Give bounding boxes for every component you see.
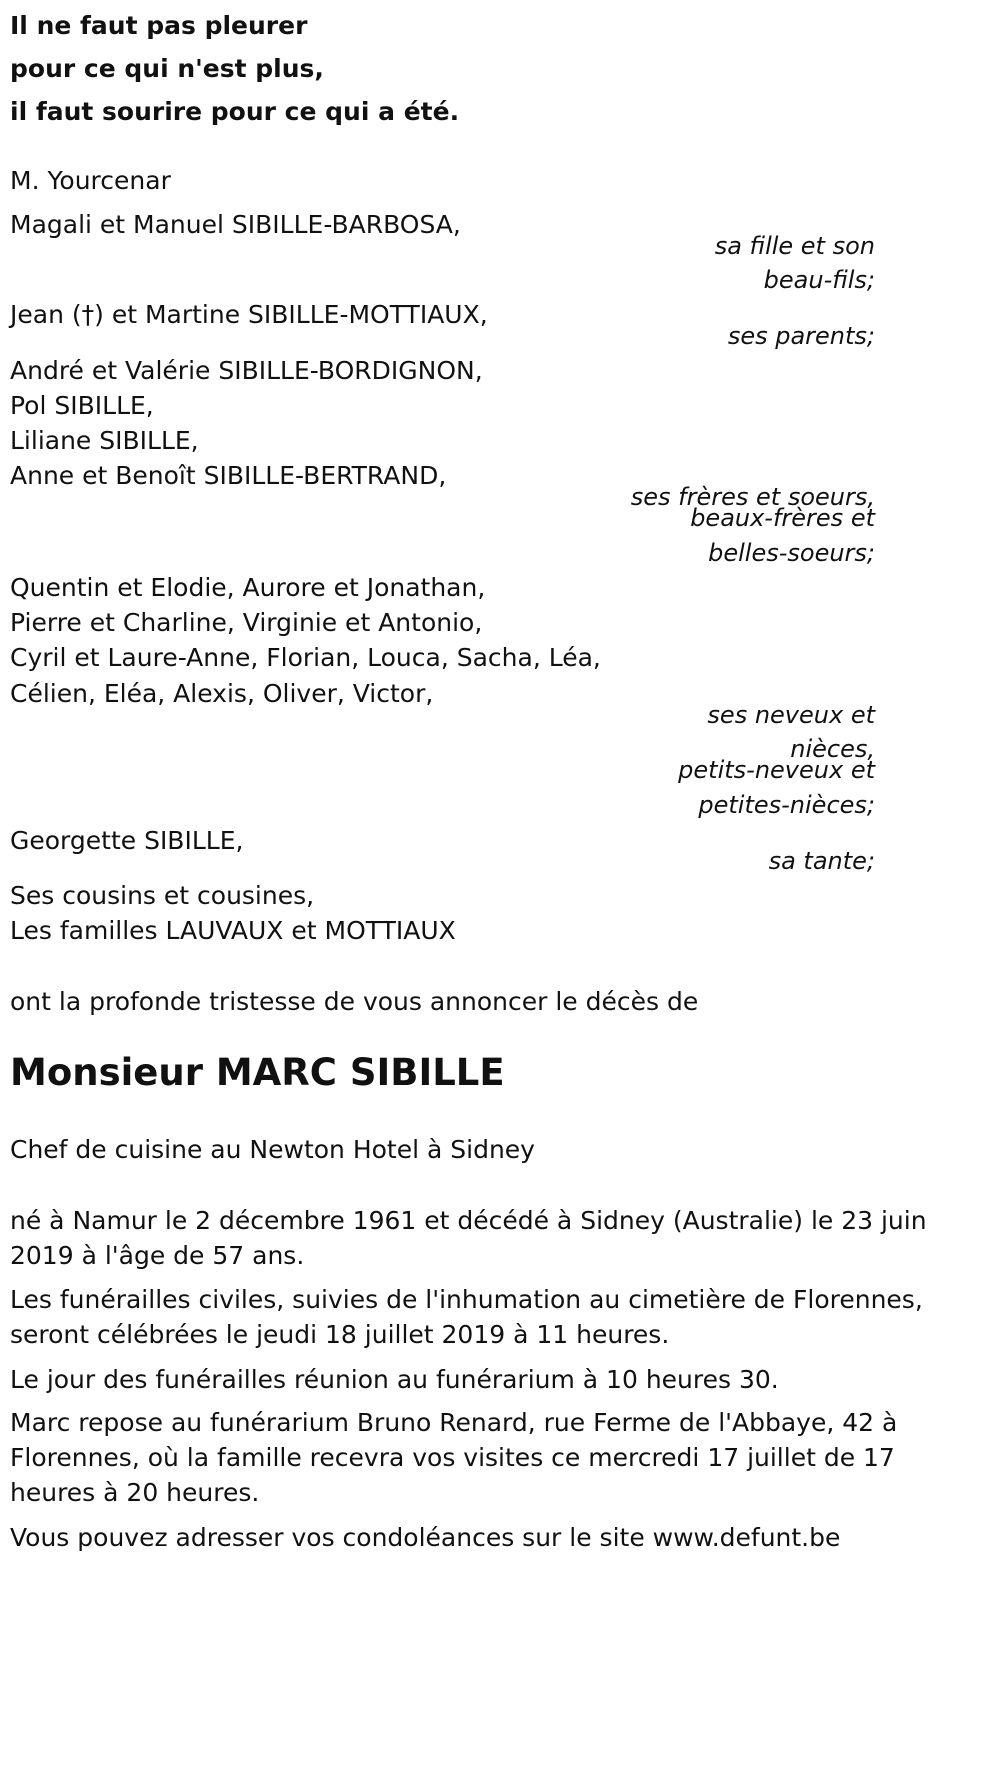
deceased-name: Monsieur MARC SIBILLE (10, 1051, 505, 1094)
family-daughter-name: Magali et Manuel SIBILLE-BARBOSA, (10, 210, 461, 239)
family-nephews-relation: nièces, (790, 735, 875, 763)
family-nephews-relation: petites-nièces; (698, 791, 875, 819)
resting-line: Marc repose au funérarium Bruno Renard, rue Ferme de l'Abbaye, 42 à (10, 1408, 898, 1437)
family-nephews-relation: petits-neveux et (678, 756, 875, 784)
family-cousins-line: Ses cousins et cousines, (10, 881, 315, 910)
family-siblings-relation: ses frères et soeurs, (630, 483, 875, 511)
meeting-line: Le jour des funérailles réunion au funérarium à 10 heures 30. (10, 1365, 779, 1394)
quote-line: Il ne faut pas pleurer (10, 11, 308, 40)
quote-line: il faut sourire pour ce qui a été. (10, 97, 460, 126)
family-nephew-names: Quentin et Elodie, Aurore et Jonathan, (10, 573, 486, 602)
resting-line: heures à 20 heures. (10, 1478, 260, 1507)
funeral-line: seront célébrées le jeudi 18 juillet 2019 à 11 heures. (10, 1320, 670, 1349)
family-aunt-name: Georgette SIBILLE, (10, 826, 244, 855)
family-nephews-relation: ses neveux et (707, 701, 875, 729)
family-aunt-relation: sa tante; (768, 847, 875, 875)
family-daughter-relation: beau-fils; (763, 266, 875, 294)
family-nephew-names: Pierre et Charline, Virginie et Antonio, (10, 608, 483, 637)
quote-author: M. Yourcenar (10, 166, 171, 195)
birth-death-line: 2019 à l'âge de 57 ans. (10, 1241, 305, 1270)
family-cousins-line: Les familles LAUVAUX et MOTTIAUX (10, 916, 456, 945)
family-parents-name: Jean (†) et Martine SIBILLE-MOTTIAUX, (10, 300, 488, 329)
family-daughter-relation: sa fille et son (714, 232, 875, 260)
family-sibling-name: Pol SIBILLE, (10, 391, 154, 420)
condolences-line: Vous pouvez adresser vos condoléances sur le site www.defunt.be (10, 1523, 841, 1552)
family-siblings-relation: beaux-frères et (690, 504, 875, 532)
family-sibling-name: André et Valérie SIBILLE-BORDIGNON, (10, 356, 483, 385)
birth-death-line: né à Namur le 2 décembre 1961 et décédé à Sidney (Australie) le 23 juin (10, 1206, 927, 1235)
announcement-text: ont la profonde tristesse de vous annoncer le décès de (10, 987, 699, 1016)
funeral-line: Les funérailles civiles, suivies de l'inhumation au cimetière de Florennes, (10, 1285, 923, 1314)
family-parents-relation: ses parents; (727, 322, 875, 350)
family-sibling-name: Liliane SIBILLE, (10, 426, 199, 455)
family-siblings-relation: belles-soeurs; (708, 539, 875, 567)
occupation-text: Chef de cuisine au Newton Hotel à Sidney (10, 1135, 535, 1164)
family-nephew-names: Célien, Eléa, Alexis, Oliver, Victor, (10, 679, 434, 708)
resting-line: Florennes, où la famille recevra vos visites ce mercredi 17 juillet de 17 (10, 1443, 895, 1472)
family-sibling-name: Anne et Benoît SIBILLE-BERTRAND, (10, 461, 447, 490)
family-nephew-names: Cyril et Laure-Anne, Florian, Louca, Sacha, Léa, (10, 643, 601, 672)
quote-line: pour ce qui n'est plus, (10, 54, 324, 83)
